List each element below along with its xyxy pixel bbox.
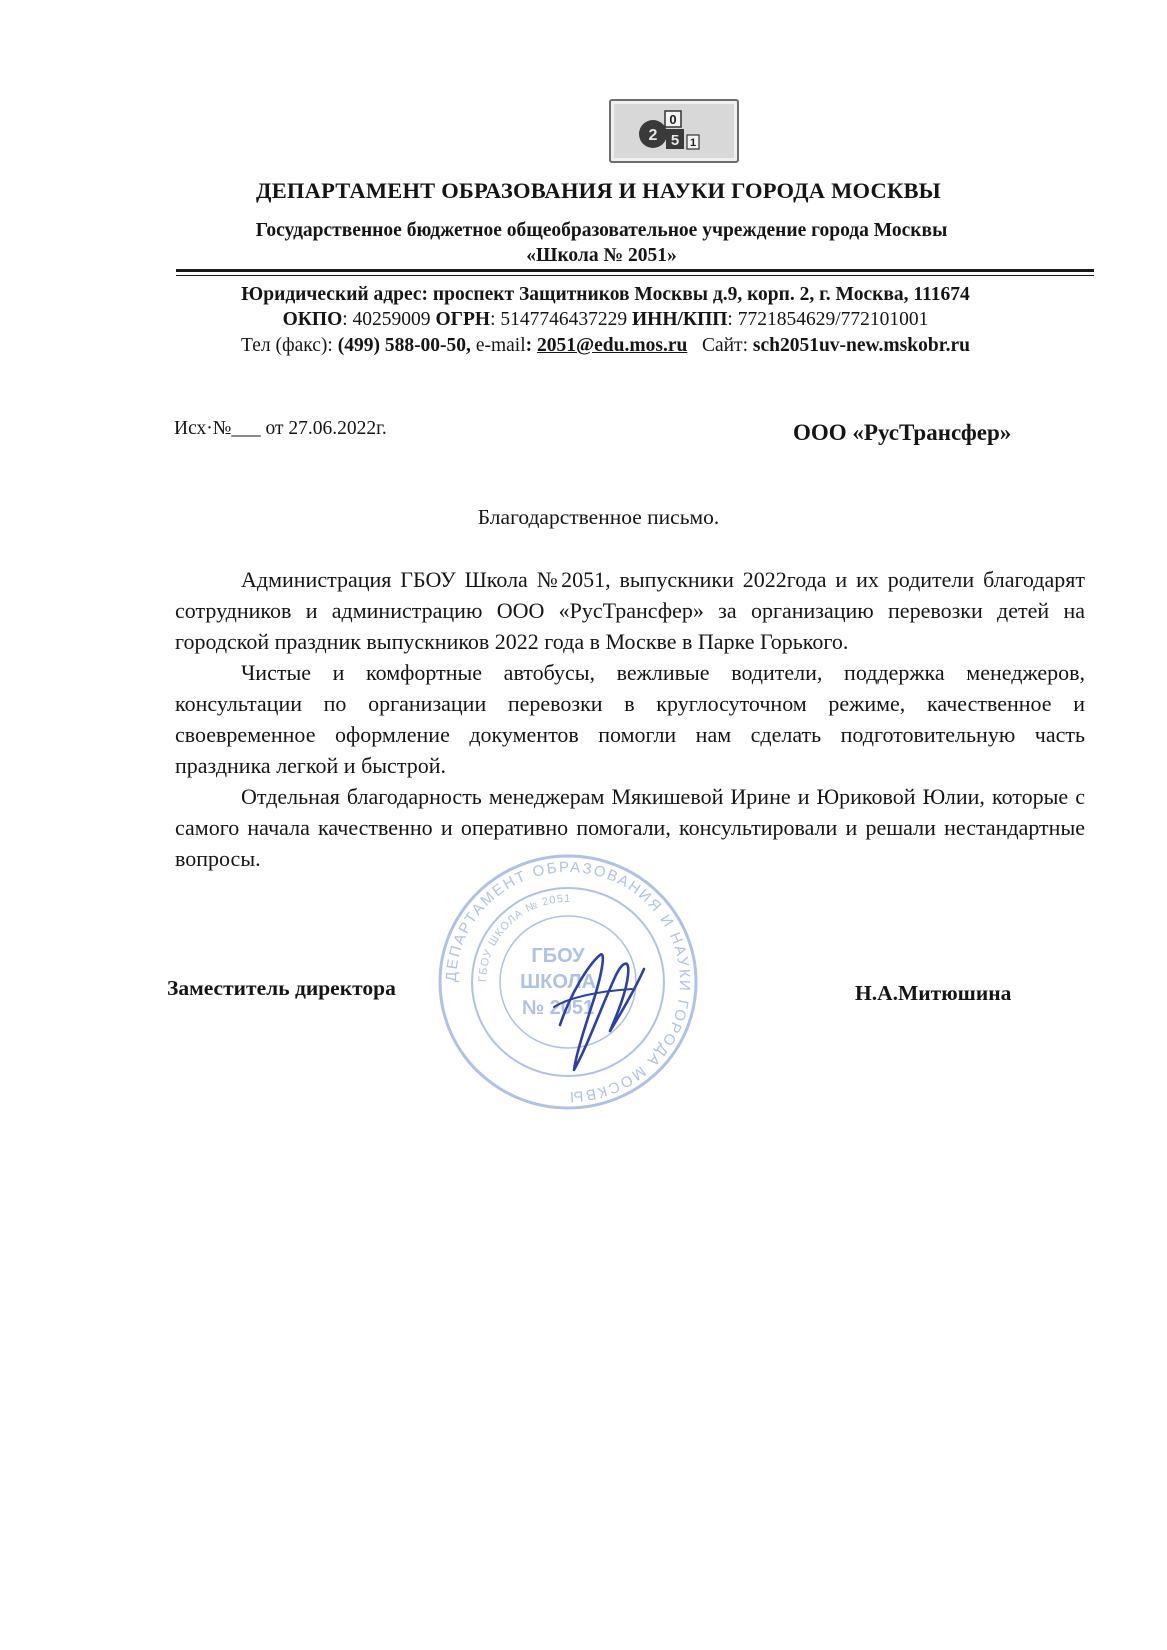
handwritten-signature [540, 935, 650, 1085]
school-logo [609, 99, 739, 163]
institution-name: Государственное бюджетное общеобразовательное учреждение города Москвы [255, 220, 948, 241]
department-title: ДЕПАРТАМЕНТ ОБРАЗОВАНИЯ И НАУКИ ГОРОДА МОСКВЫ [256, 178, 941, 203]
site-link[interactable]: sch2051uv-new.mskobr.ru [752, 335, 970, 356]
school-2051-logo-icon [611, 101, 737, 161]
email-link[interactable]: 2051@edu.mos.ru [537, 335, 688, 356]
letter-title: Благодарственное письмо. [477, 505, 720, 529]
stamp-center-line: ГБОУ [531, 945, 585, 967]
paragraph: Чистые и комфортные автобусы, вежливые водители, поддержка менеджеров, консультации по организации перевозки в круглосуточном режиме, качественное и своевременное оформление документов помогли нам сделать подготовительную часть праздника легкой и быстрой. [175, 660, 1085, 778]
okpo-value: : 40259009 [342, 309, 436, 330]
letter-body [175, 564, 1085, 874]
inn-kpp-label: ИНН/КПП [632, 309, 728, 330]
institution-short-name: «Школа № 2051» [526, 245, 677, 266]
site-label: Сайт: [687, 335, 753, 356]
ogrn-label: ОГРН [435, 309, 491, 330]
okpo-label: ОКПО [282, 309, 343, 330]
stamp-inner-text: ГБОУ ШКОЛА № 2051 [476, 892, 572, 983]
email-colon: : [525, 335, 537, 356]
phone-label: Тел (факс): [241, 335, 338, 356]
paragraph: Отдельная благодарность менеджерам Мякишевой Ирине и Юриковой Юлии, которые с самого начала качественно и оперативно помогали, консультировали и решали нестандартные вопросы. [175, 784, 1085, 871]
stamp-center-line: ШКОЛА [520, 971, 596, 993]
paragraph: Администрация ГБОУ Школа №2051, выпускники 2022года и их родители благодарят сотрудников и администрацию ООО «РусТрансфер» за организацию перевозки детей на городской праздник выпускников 2022 года в Москве в Парке Горького. [175, 567, 1085, 654]
header-divider-thick [176, 269, 1094, 272]
contact-line [0, 335, 1167, 357]
outgoing-number: Исх·№___ от 27.06.2022г. [174, 418, 387, 439]
logo-digit-5: 5 [670, 132, 680, 149]
legal-address: Юридический адрес: проспект Защитников Москвы д.9, корп. 2, г. Москва, 111674 [241, 284, 970, 305]
logo-digit-2: 2 [648, 127, 658, 144]
email-label: e-mail [470, 335, 526, 356]
signer-name: Н.А.Митюшина [855, 981, 1012, 1005]
phone-value: (499) 588-00-50, [337, 335, 471, 356]
stamp-center-line: № 2051 [521, 997, 595, 1019]
registration-codes [0, 309, 1167, 331]
recipient: ООО «РусТрансфер» [793, 420, 1012, 445]
logo-digit-0: 0 [669, 112, 677, 127]
stamp-outer-text: ДЕПАРТАМЕНТ ОБРАЗОВАНИЯ И НАУКИ ГОРОДА МОСКВЫ [442, 858, 694, 1106]
ogrn-value: : 5147746437229 [490, 309, 633, 330]
inn-kpp-value: : 7721854629/772101001 [727, 309, 929, 330]
signer-role: Заместитель директора [167, 976, 396, 1000]
logo-digit-1: 1 [689, 137, 697, 149]
header-divider-thin [176, 275, 1094, 276]
